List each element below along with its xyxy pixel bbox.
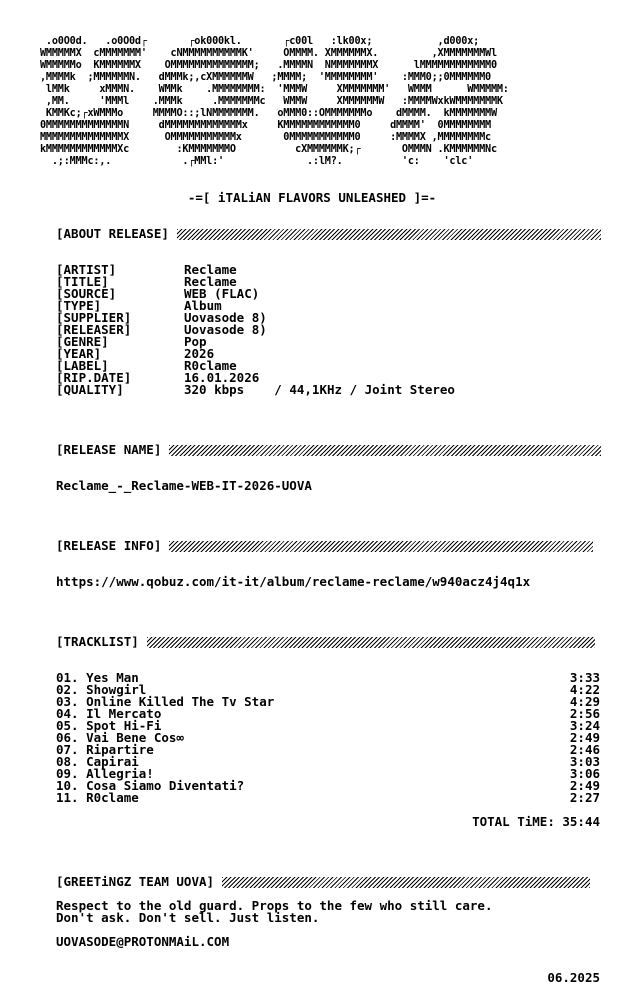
info-key: [GENRE]: [56, 334, 109, 349]
info-value: WEB (FLAC): [184, 286, 260, 301]
ascii-art-line: ,MMMMk ;MMMMMMN. dMMMk;,cXMMMMMMW ;MMMM; 'MMMMMMMM' :MMM0;;0MMMMMM0: [40, 72, 491, 83]
nfo-date: 06.2025: [547, 970, 600, 985]
info-key: [SOURCE]: [56, 286, 117, 301]
info-value: Pop: [184, 334, 207, 349]
track-title: 10. Cosa Siamo Diventati?: [56, 778, 245, 793]
track-title: 04. Il Mercato: [56, 706, 162, 721]
section-title: [GREETiNGZ TEAM UOVA]: [56, 874, 215, 889]
ascii-art-line: kMMMMMMMMMMMMXc :KMMMMMMMO cXMMMMMMK;┌ OMMMN .KMMMMMMNc: [40, 144, 497, 155]
info-value: Reclame: [184, 274, 237, 289]
about-release-header: [56, 228, 601, 240]
track-duration: 2:56: [569, 706, 600, 721]
info-value: 320 kbps / 44,1KHz / Joint Stereo: [184, 382, 455, 397]
info-key: [LABEL]: [56, 358, 109, 373]
tracklist-header: [56, 636, 595, 648]
info-row: [56, 348, 455, 360]
info-row: [56, 336, 455, 348]
track-title: 01. Yes Man: [56, 670, 139, 685]
about-release-table: [56, 264, 455, 396]
release-name-header: [56, 444, 601, 456]
track-duration: 3:33: [569, 670, 600, 685]
track-title: 11. R0clame: [56, 790, 139, 805]
track-title: 08. Capirai: [56, 754, 139, 769]
total-time: TOTAL TiME: 35:44: [472, 814, 600, 829]
tracklist: [56, 672, 600, 804]
info-value: Uovasode 8): [184, 310, 267, 325]
section-title: [TRACKLIST]: [56, 634, 139, 649]
ascii-art-line: .;:MMMc:,. .┌MMl:' .:lM?. 'c: 'clc': [40, 156, 474, 167]
release-name: Reclame_-_Reclame-WEB-IT-2026-UOVA: [56, 478, 312, 493]
info-key: [TYPE]: [56, 298, 102, 313]
track-title: 07. Ripartire: [56, 742, 154, 757]
track-duration: 3:03: [569, 754, 600, 769]
track-title: 03. Online Killed The Tv Star: [56, 694, 275, 709]
track-duration: 2:46: [569, 742, 600, 757]
greetings-line: Don't ask. Don't sell. Just listen.: [56, 910, 320, 925]
track-duration: 3:06: [569, 766, 600, 781]
section-divider: [222, 877, 590, 888]
tagline: -=[ iTALiAN FLAVORS UNLEASHED ]=-: [187, 190, 437, 205]
info-row: [56, 384, 455, 396]
info-row: [56, 324, 455, 336]
ascii-art-line: KMMKc;┌xWMMMo MMMMO::;lNMMMMMMM. oMMM0::OMMMMMMMo dMMMM. kMMMMMMMW: [40, 108, 497, 119]
info-value: 16.01.2026: [184, 370, 260, 385]
info-row: [56, 288, 455, 300]
greetings-text: [56, 900, 493, 924]
info-key: [TITLE]: [56, 274, 109, 289]
release-info-link[interactable]: https://www.qobuz.com/it-it/album/reclame-reclame/w940acz4j4q1x: [56, 574, 531, 589]
ascii-art-line: ,MM. 'MMMl .MMMk .MMMMMMMc WMMW XMMMMMMW :MMMMWxkWMMMMMMMK: [40, 96, 503, 107]
track-title: 06. Vai Bene Cos∞: [56, 730, 184, 745]
greetings-line: Respect to the old guard. Props to the few who still care.: [56, 898, 493, 913]
info-key: [QUALITY]: [56, 382, 124, 397]
track-duration: 4:29: [569, 694, 600, 709]
track-duration: 4:22: [569, 682, 600, 697]
section-title: [RELEASE INFO]: [56, 538, 162, 553]
section-divider: [177, 229, 601, 240]
ascii-art-line: WMMMMMo KMMMMMMX OMMMMMMMMMMMMMM; .MMMMN NMMMMMMMX lMMMMMMMMMMMM0: [40, 60, 497, 71]
track-duration: 2:49: [569, 730, 600, 745]
info-key: [YEAR]: [56, 346, 102, 361]
info-value: 2026: [184, 346, 215, 361]
info-value: Uovasode 8): [184, 322, 267, 337]
ascii-art-line: WMMMMMX cMMMMMMM' cNMMMMMMMMMMK' OMMMM. XMMMMMMX. ,XMMMMMMMWl: [40, 48, 497, 59]
section-divider: [147, 637, 595, 648]
track-title: 02. Showgirl: [56, 682, 147, 697]
section-divider: [169, 445, 601, 456]
section-title: [RELEASE NAME]: [56, 442, 162, 457]
section-divider: [169, 541, 593, 552]
info-key: [RELEASER]: [56, 322, 132, 337]
track-duration: 2:49: [569, 778, 600, 793]
ascii-art-line: MMMMMMMMMMMMMMX OMMMMMMMMMMMx 0MMMMMMMMMMM0 :MMMMX ,MMMMMMMMc: [40, 132, 491, 143]
info-value: Reclame: [184, 262, 237, 277]
info-key: [SUPPLIER]: [56, 310, 132, 325]
section-title: [ABOUT RELEASE]: [56, 226, 169, 241]
ascii-art-line: lMMk xMMMN. WMMk .MMMMMMMM: 'MMMW XMMMMMMM' WMMM WMMMMM:: [40, 84, 509, 95]
info-value: R0clame: [184, 358, 237, 373]
track-duration: 3:24: [569, 718, 600, 733]
info-key: [ARTIST]: [56, 262, 117, 277]
ascii-art-line: .o0O0d. .o0O0d┌ ┌ok000kl. ┌c00l :lk00x; ,d000x;: [40, 36, 480, 47]
info-key: [RIP.DATE]: [56, 370, 132, 385]
release-info-header: [56, 540, 593, 552]
track-duration: 2:27: [569, 790, 600, 805]
greetings-header: [56, 876, 590, 888]
info-row: [56, 264, 455, 276]
contact-email[interactable]: UOVASODE@PROTONMAiL.COM: [56, 934, 230, 949]
ascii-art-line: 0MMMMMMMMMMMMMN dMMMMMMMMMMMMMx KMMMMMMMMMMMM0 dMMMM' 0MMMMMMMM: [40, 120, 491, 131]
info-value: Album: [184, 298, 222, 313]
track-title: 05. Spot Hi-Fi: [56, 718, 162, 733]
track-row: [56, 792, 600, 804]
track-title: 09. Allegria!: [56, 766, 154, 781]
